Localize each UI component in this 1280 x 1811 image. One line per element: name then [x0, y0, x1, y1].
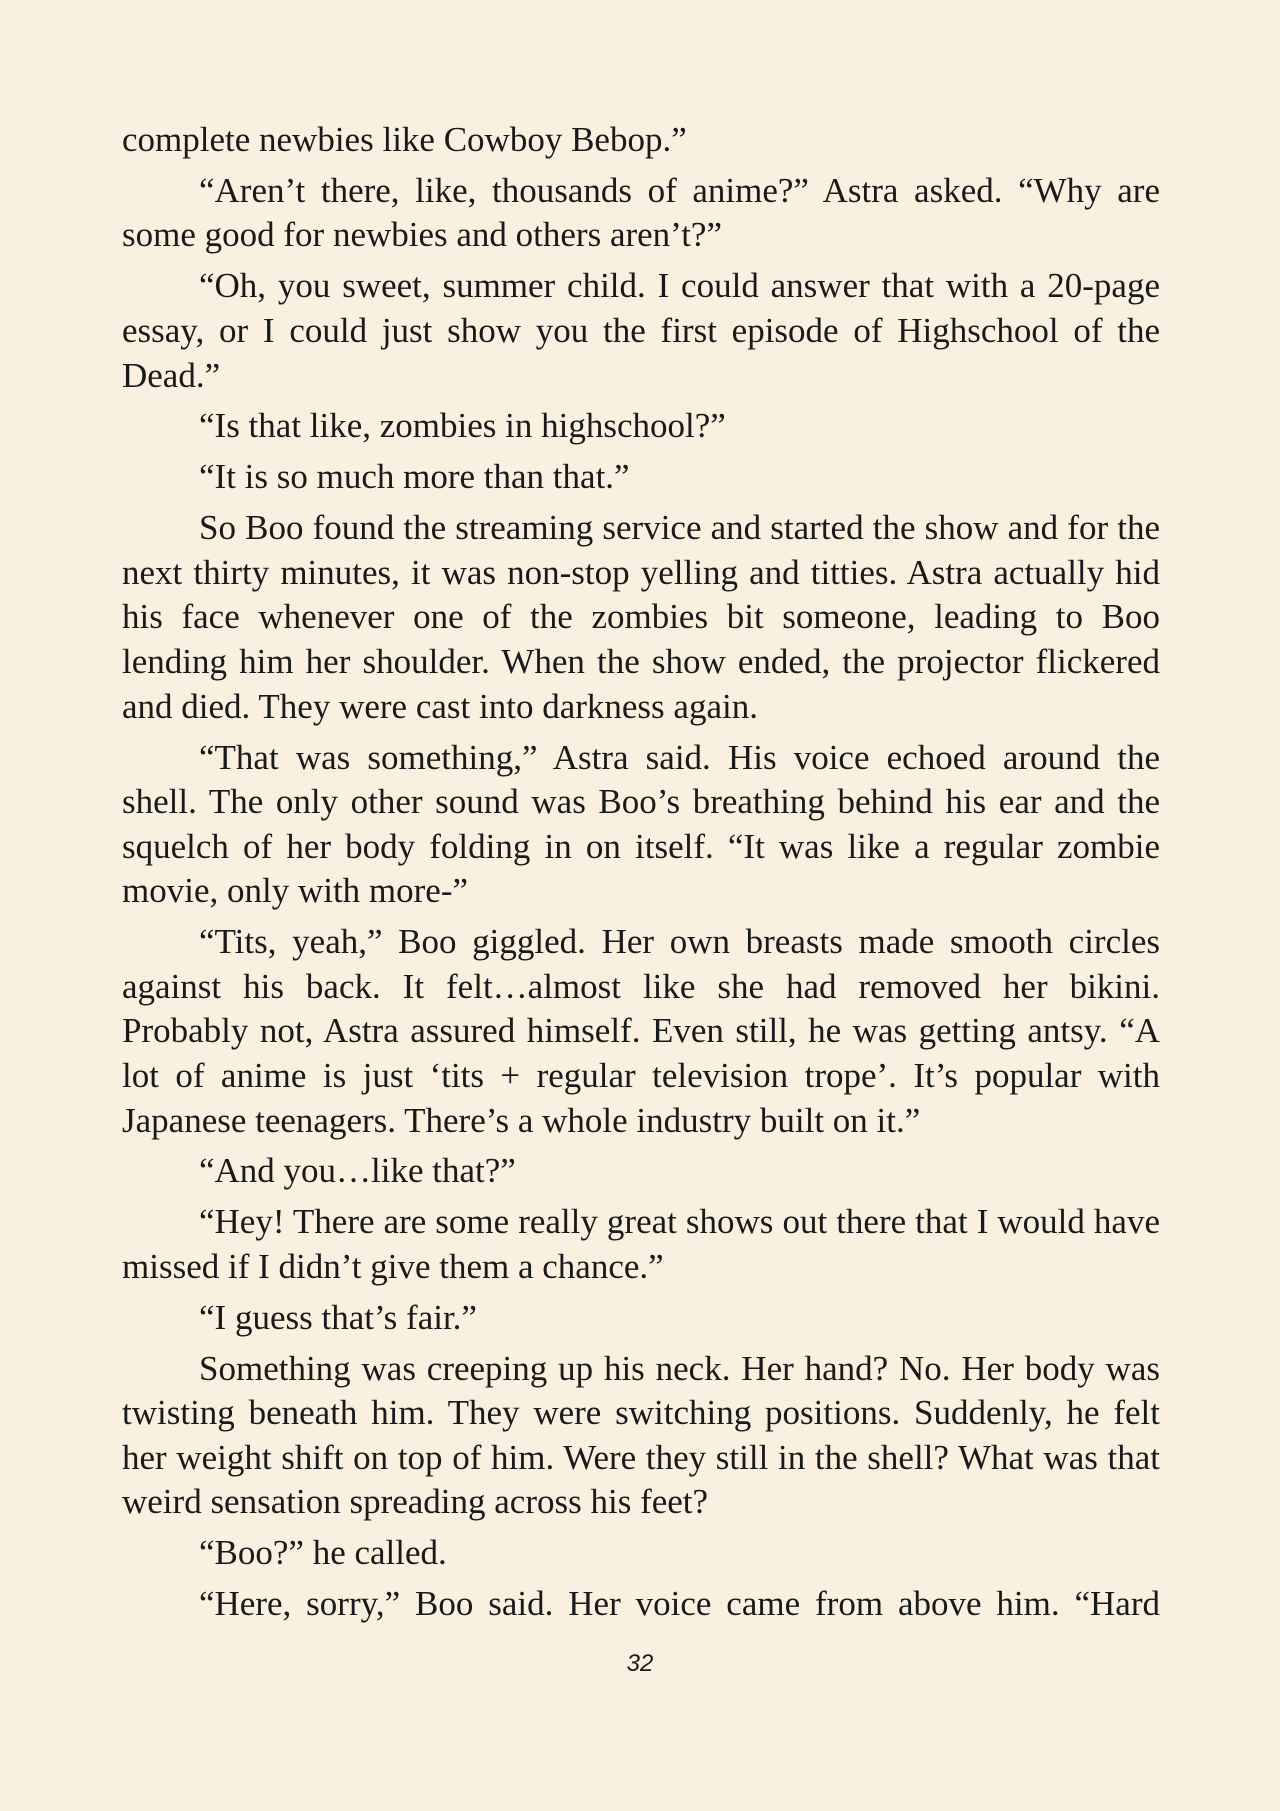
paragraph: “Is that like, zombies in highschool?”: [199, 406, 726, 446]
paragraph: “Hey! There are some really great shows out there that I would have missed if I didn’t give them a chance.”: [122, 1202, 1160, 1286]
paragraph: “Aren’t there, like, thousands of anime?” Astra asked. “Why are some good for newbies and others aren’t?”: [122, 170, 1160, 255]
paragraph: “Here, sorry,” Boo said. Her voice came from above him. “Hard: [199, 1584, 1160, 1624]
paragraph: “Tits, yeah,” Boo giggled. Her own breasts made smooth circles against his back. It felt…almost like she had removed her bikini. Probably not, Astra assured himself. Even still, he was getting antsy. “A lot of anime is just ‘tits + regular television trope’. It’s popular with Japanese teenagers. There’s a whole industry built on it.”: [122, 922, 1160, 1140]
paragraph: “That was something,” Astra said. His voice echoed around the shell. The only other sound was Boo’s breathing behind his ear and the squelch of her body folding in on itself. “It was like a regular zombie movie, only with more-”: [122, 737, 1160, 911]
paragraph: “And you…like that?”: [199, 1151, 516, 1191]
paragraph: “Boo?” he called.: [199, 1533, 447, 1573]
paragraph: Something was creeping up his neck. Her hand? No. Her body was twisting beneath him. They were switching positions. Suddenly, he felt her weight shift on top of him. Were they still in the shell? What was that weird sensation spreading across his feet?: [122, 1348, 1160, 1522]
page-body: [122, 118, 1160, 1633]
page-number: 32: [626, 1650, 654, 1677]
paragraph: “Oh, you sweet, summer child. I could answer that with a 20-page essay, or I could just show you the first episode of Highschool of the Dead.”: [122, 266, 1160, 395]
paragraph: complete newbies like Cowboy Bebop.”: [122, 120, 687, 159]
paragraph: “I guess that’s fair.”: [199, 1297, 477, 1337]
paragraph: So Boo found the streaming service and started the show and for the next thirty minutes, it was non-stop yelling and titties. Astra actually hid his face whenever one of the zombies bit someone, leading to Boo lending him her shoulder. When the show ended, the projector flickered and died. They were cast into darkness again.: [122, 508, 1160, 726]
paragraph: “It is so much more than that.”: [199, 457, 630, 497]
